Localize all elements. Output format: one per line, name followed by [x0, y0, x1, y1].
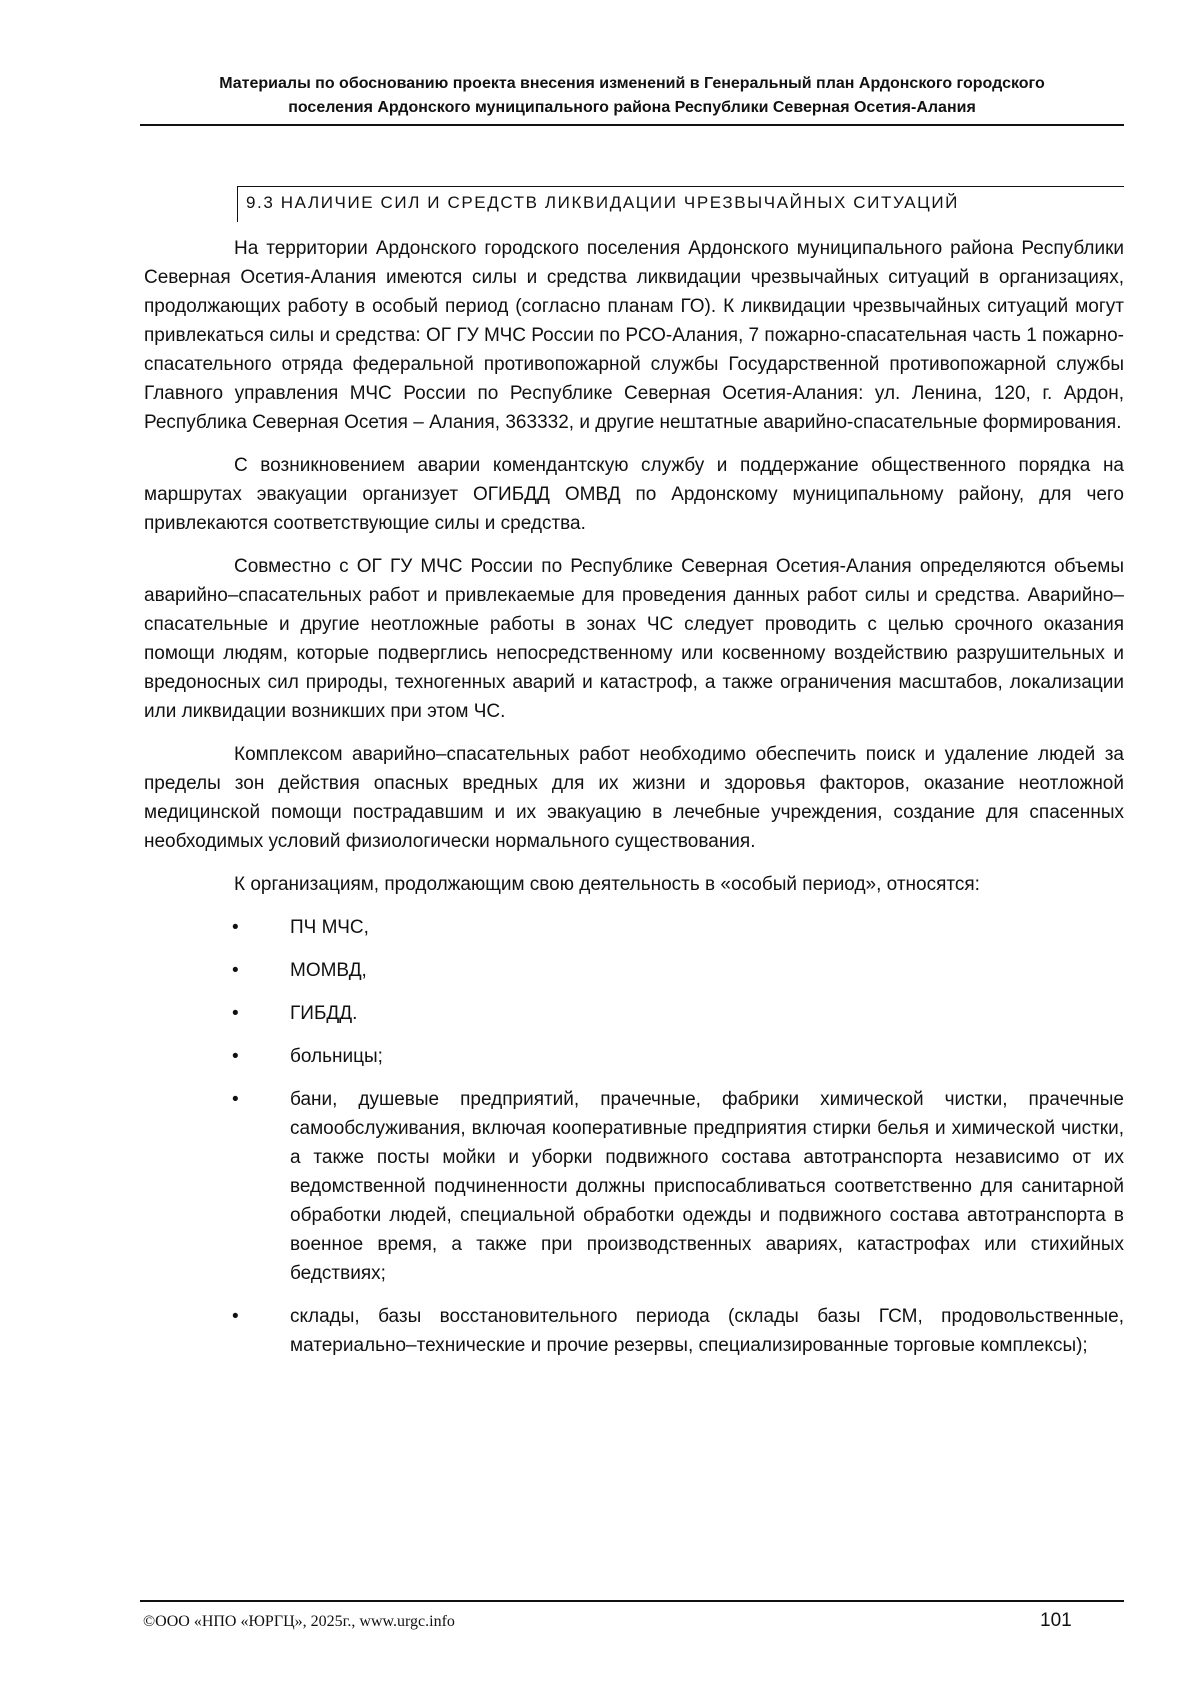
- page-number: 101: [1040, 1610, 1072, 1631]
- list-item: [144, 956, 1124, 985]
- header-divider: [140, 124, 1124, 126]
- list-item-text: больницы;: [290, 1046, 383, 1067]
- paragraph-forces: На территории Ардонского городского поселения Ардонского муниципального района Республики Северная Осетия-Алания имеются силы и средства ликвидации чрезвычайных ситуаций в организациях, продолжающих работу в особый период (согласно планам ГО). К ликвидации чрезвычайных ситуаций могут привлекаться силы и средства: ОГ ГУ МЧС России по РСО-Алания, 7 пожарно-спасательная часть 1 пожарно-спасательного отряда федеральной противопожарной службы Государственной противопожарной службы Главного управления МЧС России по Республике Северная Осетия-Алания: ул. Ленина, 120, г. Ардон, Республика Северная Осетия – Алания, 363332, и другие нештатные аварийно-спасательные формирования.: [144, 238, 1124, 433]
- page-header: [140, 72, 1124, 120]
- paragraph-rescue-complex: Комплексом аварийно–спасательных работ необходимо обеспечить поиск и удаление людей за пределы зон действия опасных вредных для их жизни и здоровья факторов, оказание неотложной медицинской помощи пострадавшим и их эвакуацию в лечебные учреждения, создание для спасенных необходимых условий физиологически нормального существования.: [144, 744, 1124, 852]
- section-heading: 9.3 НАЛИЧИЕ СИЛ И СРЕДСТВ ЛИКВИДАЦИИ ЧРЕЗВЫЧАЙНЫХ СИТУАЦИЙ: [246, 193, 959, 212]
- list-item: [144, 1302, 1124, 1360]
- header-line-1: Материалы по обоснованию проекта внесения изменений в Генеральный план Ардонского городского: [219, 75, 1045, 92]
- paragraph-organizations-intro: К организациям, продолжающим свою деятельность в «особый период», относятся:: [234, 874, 980, 895]
- list-item-text: ПЧ МЧС,: [290, 917, 369, 938]
- list-item: [144, 999, 1124, 1028]
- list-item-text: бани, душевые предприятий, прачечные, фабрики химической чистки, прачечные самообслуживания, включая кооперативные предприятия стирки белья и химической чистки, а также посты мойки и уборки подвижного состава автотранспорта независимо от их ведомственной подчиненности должны приспосабливаться соответственно для санитарной обработки людей, специальной обработки одежды и подвижного состава автотранспорта в военное время, а также при производственных авариях, катастрофах или стихийных бедствиях;: [290, 1089, 1124, 1284]
- list-item: [144, 1042, 1124, 1071]
- list-item-text: ГИБДД.: [290, 1003, 358, 1024]
- organizations-list: [144, 913, 1124, 1360]
- section-heading-frame: [237, 186, 1124, 222]
- bullet-icon: •: [232, 960, 239, 981]
- header-line-2: поселения Ардонского муниципального района Республики Северная Осетия-Алания: [288, 99, 976, 116]
- bullet-icon: •: [232, 1306, 239, 1327]
- list-item: [144, 913, 1124, 942]
- footer-copyright: ©ООО «НПО «ЮРГЦ», 2025г., www.urgc.info: [143, 1613, 455, 1630]
- bullet-icon: •: [232, 917, 239, 938]
- paragraph-commandant-service: С возникновением аварии комендантскую службу и поддержание общественного порядка на маршрутах эвакуации организует ОГИБДД ОМВД по Ардонскому муниципальному району, для чего привлекаются соответствующие силы и средства.: [144, 455, 1124, 534]
- bullet-icon: •: [232, 1046, 239, 1067]
- footer-divider: [140, 1600, 1124, 1602]
- bullet-icon: •: [232, 1089, 239, 1110]
- bullet-icon: •: [232, 1003, 239, 1024]
- list-item-text: склады, базы восстановительного периода (склады базы ГСМ, продовольственные, материально–технические и прочие резервы, специализированные торговые комплексы);: [290, 1306, 1124, 1356]
- list-item-text: МОМВД,: [290, 960, 367, 981]
- document-body: [144, 234, 1124, 1374]
- list-item: [144, 1085, 1124, 1288]
- paragraph-rescue-works: Совместно с ОГ ГУ МЧС России по Республике Северная Осетия-Алания определяются объемы аварийно–спасательных работ и привлекаемые для проведения данных работ силы и средства. Аварийно–спасательные и другие неотложные работы в зонах ЧС следует проводить с целью срочного оказания помощи людям, которые подверглись непосредственному или косвенному воздействию разрушительных и вредоносных сил природы, техногенных аварий и катастроф, а также ограничения масштабов, локализации или ликвидации возникших при этом ЧС.: [144, 556, 1124, 722]
